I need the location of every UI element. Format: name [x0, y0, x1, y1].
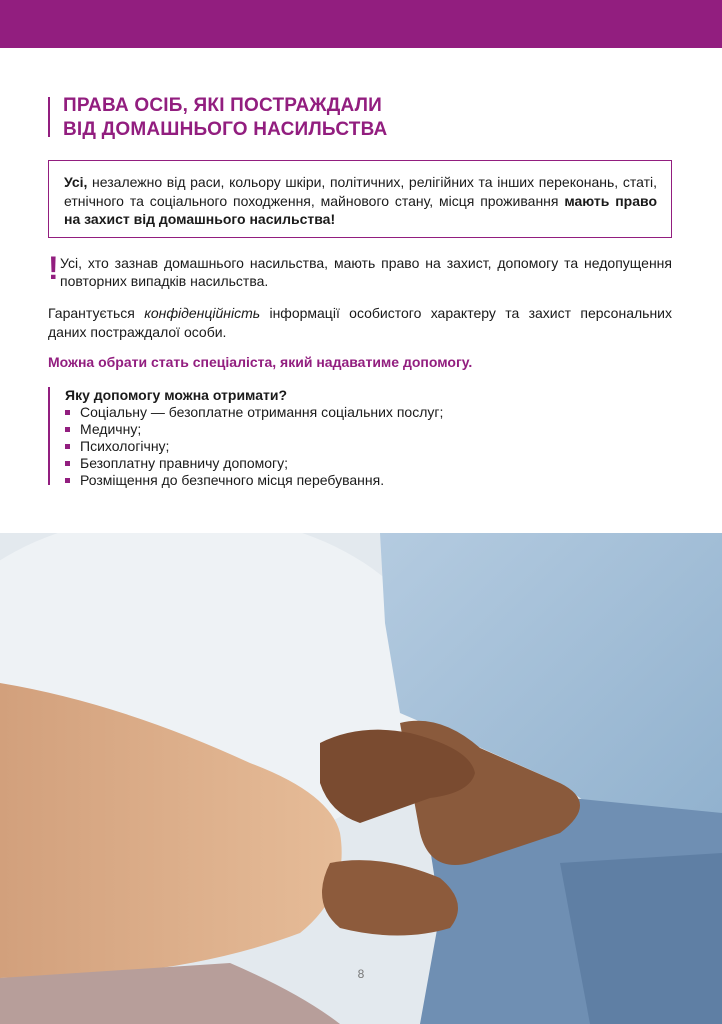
heading-accent-rule	[48, 97, 50, 137]
callout-text: незалежно від раси, кольору шкіри, політичних, релігійних та інших переконань, статі, етнічного та соціального походження, майнового стану, місця проживання	[64, 174, 657, 209]
important-note	[48, 250, 672, 290]
top-accent-bar	[0, 0, 722, 48]
list-item: Розміщення до безпечного місця перебування.	[64, 472, 672, 489]
help-accent-rule	[48, 387, 50, 485]
confidentiality-italic: конфіденційність	[144, 305, 261, 321]
help-title: Яку допомогу можна отримати?	[65, 387, 288, 403]
supportive-hands-photo	[0, 533, 722, 1024]
list-item: Безоплатну правничу допомогу;	[64, 455, 672, 472]
page-title	[63, 94, 668, 142]
page-number: 8	[357, 967, 365, 981]
confidentiality-after: інформації особистого характеру та захист персональних даних постраждалої особи.	[48, 305, 672, 340]
specialist-choice-text: Можна обрати стать спеціаліста, який надаватиме допомогу.	[48, 354, 473, 370]
page-heading	[48, 94, 668, 142]
confidentiality-before: Гарантується	[48, 305, 145, 321]
help-list	[48, 404, 672, 489]
exclamation-icon: !	[48, 250, 59, 286]
list-item: Психологічну;	[64, 438, 672, 455]
title-line-1: ПРАВА ОСІБ, ЯКІ ПОСТРАЖДАЛИ	[63, 95, 383, 116]
note-text: Усі, хто зазнав домашнього насильства, мають право на захист, допомогу та недопущення повторних випадків насильства.	[60, 255, 672, 289]
title-line-2: ВІД ДОМАШНЬОГО НАСИЛЬСТВА	[63, 119, 388, 140]
photo-illustration	[0, 533, 722, 1024]
confidentiality-paragraph	[48, 304, 672, 341]
rights-callout-box	[48, 160, 672, 238]
list-item: Медичну;	[64, 421, 672, 438]
callout-bold-end: мають право на захист від домашнього насильства!	[64, 192, 657, 227]
callout-bold-start: Усі,	[64, 174, 88, 190]
help-section	[48, 387, 672, 489]
list-item: Соціальну — безоплатне отримання соціальних послуг;	[64, 404, 672, 421]
